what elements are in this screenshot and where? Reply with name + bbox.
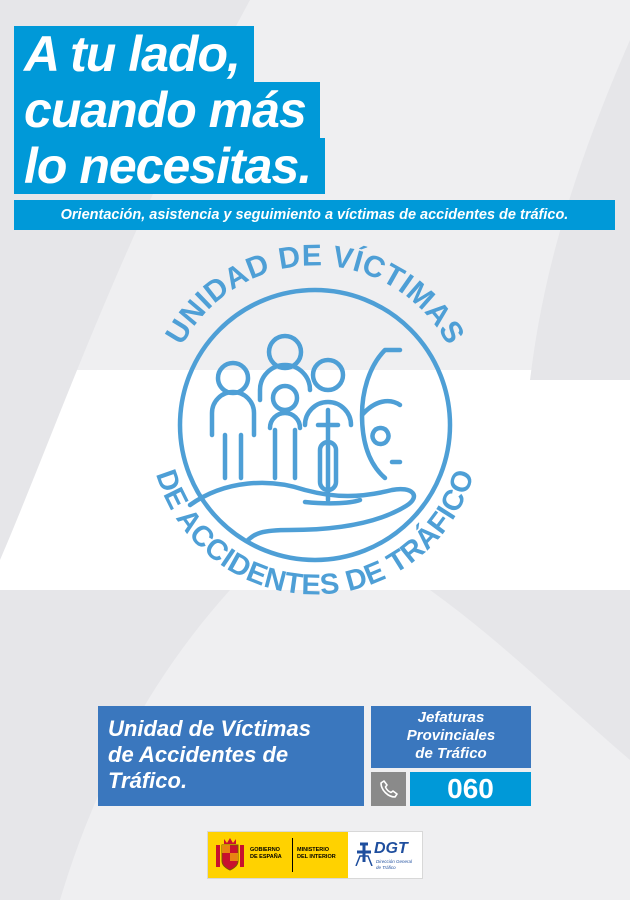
headline-line-3: lo necesitas.	[14, 138, 325, 194]
headline-line-1: A tu lado,	[14, 26, 254, 82]
phone-number[interactable]: 060	[410, 772, 531, 806]
jefaturas-line-3: de Tráfico	[415, 745, 487, 762]
logo-divider	[292, 838, 293, 872]
dgt-subtitle: Dirección General de Tráfico	[376, 859, 413, 870]
gobierno-logo	[208, 832, 348, 878]
gobierno-text: GOBIERNO DE ESPAÑA	[250, 847, 282, 860]
jefaturas-box	[371, 706, 531, 768]
dgt-logo-text: DGT	[374, 840, 408, 857]
ministerio-text: MINISTERIO DEL INTERIOR	[297, 847, 336, 860]
unit-name-line-2: de Accidentes de	[108, 742, 289, 767]
phone-icon	[371, 772, 406, 806]
unit-name-box	[98, 706, 364, 806]
jefaturas-line-2: Provinciales	[406, 727, 496, 744]
institution-logos	[207, 831, 423, 879]
dgt-icon	[354, 840, 374, 866]
emblem-bottom-text: DE ACCIDENTES DE TRÁFICO	[149, 465, 481, 602]
victims-unit-emblem	[130, 240, 500, 610]
family-icon	[180, 290, 450, 560]
unit-name-line-1: Unidad de Víctimas	[108, 716, 311, 741]
emblem-top-text: UNIDAD DE VÍCTIMAS	[159, 240, 471, 350]
headline-line-2: cuando más	[14, 82, 320, 138]
subtitle: Orientación, asistencia y seguimiento a víctimas de accidentes de tráfico.	[14, 200, 615, 230]
jefaturas-line-1: Jefaturas	[417, 709, 485, 726]
unit-name-line-3: Tráfico.	[108, 768, 188, 793]
spain-coat-of-arms-icon	[214, 837, 246, 873]
